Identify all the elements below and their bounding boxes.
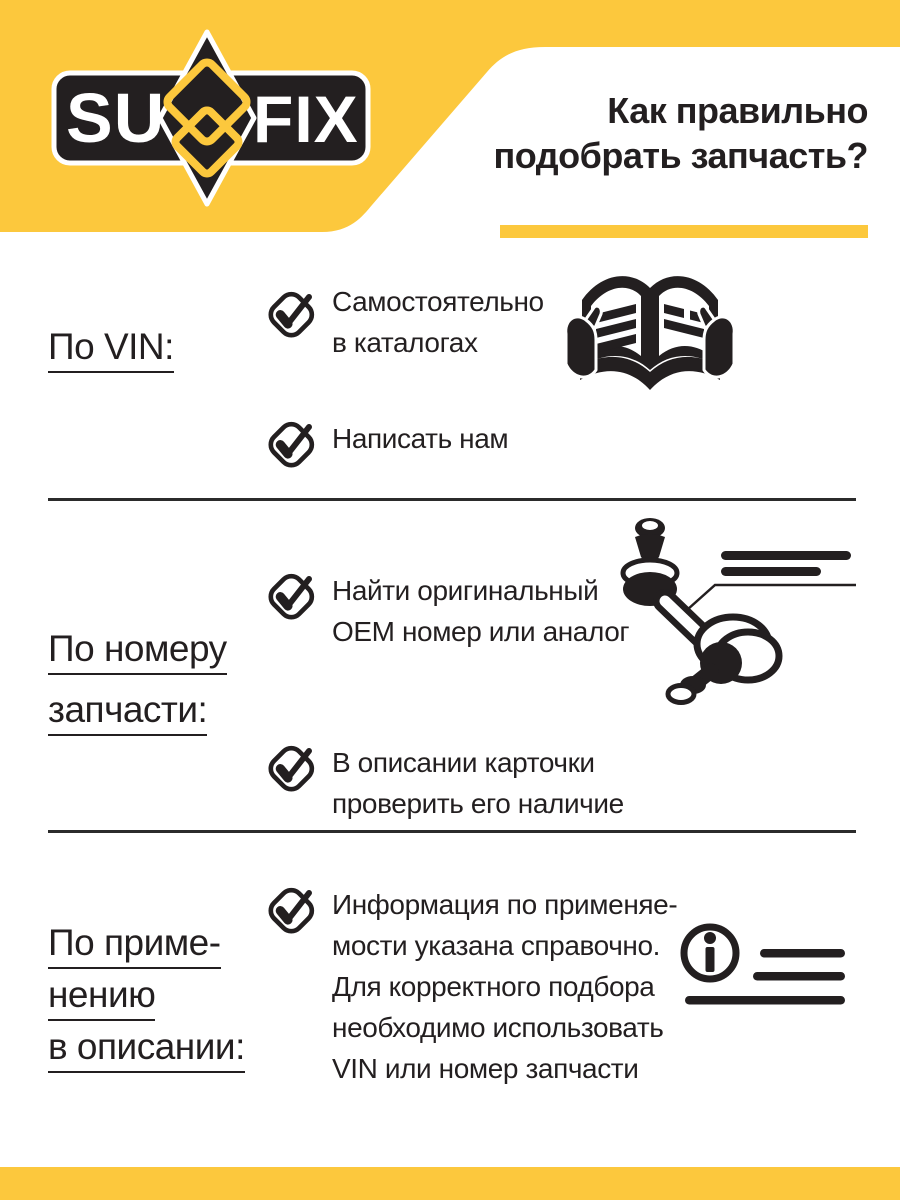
- section-application-label-line3: в описании:: [48, 1026, 245, 1073]
- section-divider: [48, 830, 856, 833]
- application-item-note-line4: необходимо использовать: [332, 1012, 664, 1043]
- sufix-logo: [50, 26, 380, 210]
- section-application-label: [48, 922, 245, 1078]
- part-number-item-oem: [332, 570, 629, 652]
- application-item-note-line3: Для корректного подбора: [332, 971, 655, 1002]
- part-number-item-oem-line2: ОЕМ номер или аналог: [332, 616, 630, 647]
- application-item-note-line1: Информация по применяе-: [332, 889, 678, 920]
- section-part-number-label-line1: По номеру: [48, 628, 227, 675]
- info-icon: [673, 913, 858, 1013]
- section-divider: [48, 498, 856, 501]
- footer-yellow-bar: [0, 1167, 900, 1200]
- section-vin-label: [48, 326, 174, 382]
- vin-item-catalogs-line2: в каталогах: [332, 327, 478, 358]
- application-item-note-line2: мости указана справочно.: [332, 930, 661, 961]
- logo-text-su: SU: [66, 79, 166, 157]
- part-number-item-availability: [332, 742, 624, 824]
- vin-item-catalogs: [332, 281, 544, 363]
- part-number-item-oem-line1: Найти оригинальный: [332, 575, 599, 606]
- catalog-in-hands-icon: [560, 266, 740, 394]
- page-title: [494, 88, 869, 178]
- check-icon: [266, 740, 320, 794]
- vin-item-write-us-line1: Написать нам: [332, 423, 509, 454]
- title-underline-bar: [500, 225, 868, 238]
- section-vin-label-line: По VIN:: [48, 326, 174, 373]
- check-icon: [266, 286, 320, 340]
- part-number-item-availability-line1: В описании карточки: [332, 747, 595, 778]
- application-item-note-line5: VIN или номер запчасти: [332, 1053, 639, 1084]
- part-number-item-availability-line2: проверить его наличие: [332, 788, 624, 819]
- check-icon: [266, 882, 320, 936]
- section-application-label-line2: нению: [48, 974, 155, 1021]
- section-part-number-label-line2: запчасти:: [48, 689, 207, 736]
- section-part-number-label: [48, 628, 227, 750]
- page-title-line2: подобрать запчасть?: [493, 135, 868, 176]
- vin-item-write-us: [332, 418, 508, 459]
- check-icon: [266, 416, 320, 470]
- spare-part-stabilizer-link-icon: [593, 513, 863, 713]
- section-application-label-line1: По приме-: [48, 922, 221, 969]
- vin-item-catalogs-line1: Самостоятельно: [332, 286, 544, 317]
- application-item-note: [332, 884, 677, 1089]
- logo-diamond: [160, 32, 254, 204]
- check-icon: [266, 568, 320, 622]
- page-title-line1: Как правильно: [607, 90, 868, 131]
- logo-text-fix: FIX: [253, 82, 359, 156]
